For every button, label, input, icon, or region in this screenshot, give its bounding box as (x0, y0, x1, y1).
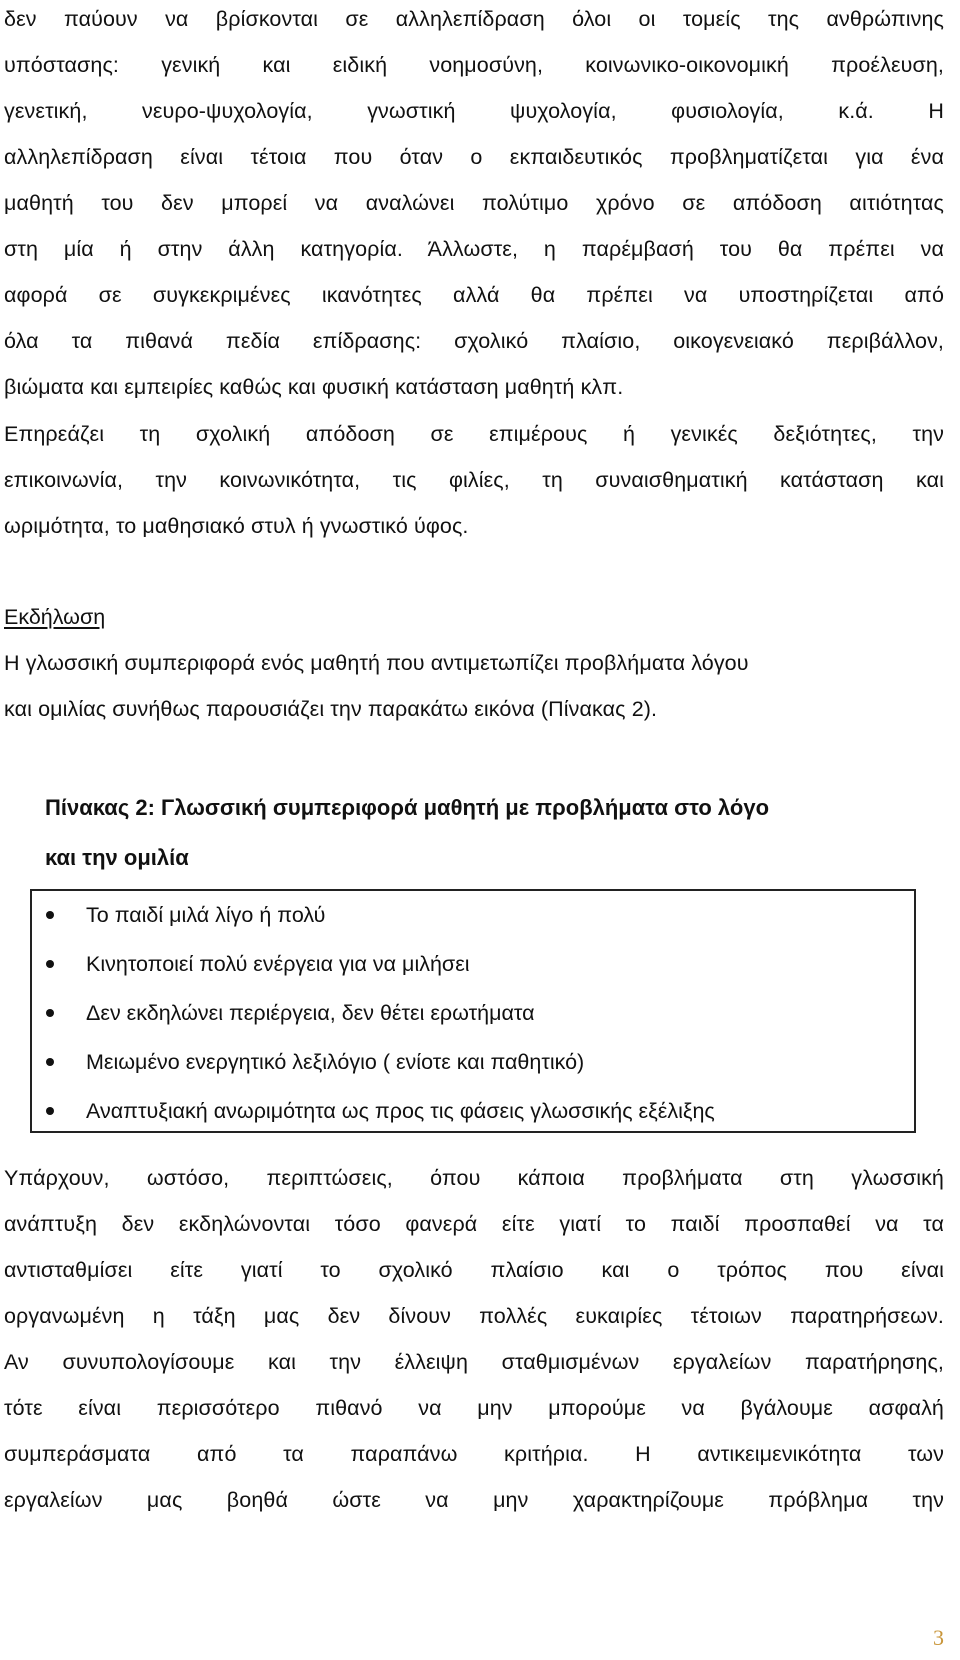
paragraph-behavior (4, 640, 944, 732)
text-line: αντισταθμίσει είτε γιατί το σχολικό πλαίσιο και ο τρόπος που είναι (4, 1258, 944, 1282)
text-line: ωριμότητα, το μαθησιακό στυλ ή γνωστικό ύφος. (4, 514, 469, 538)
table-bullet-list (30, 889, 916, 1133)
text-line: Υπάρχουν, ωστόσο, περιπτώσεις, όπου κάποια προβλήματα στη γλωσσική (4, 1166, 944, 1190)
text-line: γενετική, νευρο-ψυχολογία, γνωστική ψυχολογία, φυσιολογία, κ.ά. Η (4, 99, 944, 123)
paragraph-hidden-cases (4, 1155, 944, 1523)
text-line: ανάπτυξη δεν εκδηλώνονται τόσο φανερά είτε γιατί το παιδί προσπαθεί να τα (4, 1212, 944, 1236)
bullet-icon (46, 911, 54, 919)
list-item-text: Κινητοποιεί πολύ ενέργεια για να μιλήσει (86, 952, 470, 976)
bullet-icon (46, 1107, 54, 1115)
page-number: 3 (933, 1625, 944, 1650)
list-item-text: Το παιδί μιλά λίγο ή πολύ (86, 903, 326, 927)
text-line: δεν παύουν να βρίσκονται σε αλληλεπίδραση όλοι οι τομείς της ανθρώπινης (4, 7, 944, 31)
text-line: Αν συνυπολογίσουμε και την έλλειψη σταθμισμένων εργαλείων παρατήρησης, (4, 1350, 944, 1374)
list-item (32, 940, 914, 989)
list-item (32, 1087, 914, 1136)
bullet-icon (46, 1058, 54, 1066)
text-line: βιώματα και εμπειρίες καθώς και φυσική κατάσταση μαθητή κλπ. (4, 375, 624, 399)
text-line: στη μία ή στην άλλη κατηγορία. Άλλωστε, η παρέμβασή του θα πρέπει να (4, 237, 944, 261)
text-line: και ομιλίας συνήθως παρουσιάζει την παρακάτω εικόνα (Πίνακας 2). (4, 697, 658, 721)
paragraph-effects (4, 411, 944, 549)
text-line: όλα τα πιθανά πεδία επίδρασης: σχολικό πλαίσιο, οικογενειακό περιβάλλον, (4, 329, 944, 353)
bullet-icon (46, 1009, 54, 1017)
text-line: αλληλεπίδραση είναι τέτοια που όταν ο εκπαιδευτικός προβληματίζεται για ένα (4, 145, 944, 169)
text-line: τότε είναι περισσότερο πιθανό να μην μπορούμε να βγάλουμε ασφαλή (4, 1396, 944, 1420)
text-line: Η γλωσσική συμπεριφορά ενός μαθητή που αντιμετωπίζει προβλήματα λόγου (4, 651, 749, 675)
paragraph-intro (4, 0, 944, 410)
text-line: υπόστασης: γενική και ειδική νοημοσύνη, κοινωνικο-οικονομική προέλευση, (4, 53, 944, 77)
text-line: εργαλείων μας βοηθά ώστε να μην χαρακτηρίζουμε πρόβλημα την (4, 1488, 944, 1512)
list-item-text: Δεν εκδηλώνει περιέργεια, δεν θέτει ερωτήματα (86, 1001, 535, 1025)
table-title (45, 783, 925, 883)
section-heading: Εκδήλωση (4, 605, 106, 629)
text-line: συμπεράσματα από τα παραπάνω κριτήρια. Η αντικειμενικότητα των (4, 1442, 944, 1466)
text-line: επικοινωνία, την κοινωνικότητα, τις φιλίες, τη συναισθηματική κατάσταση και (4, 468, 944, 492)
list-item-text: Αναπτυξιακή ανωριμότητα ως προς τις φάσεις γλωσσικής εξέλιξης (86, 1099, 715, 1123)
table-title-line: Πίνακας 2: Γλωσσική συμπεριφορά μαθητή με προβλήματα στο λόγο (45, 795, 770, 820)
table-title-line: και την ομιλία (45, 845, 189, 870)
bullet-icon (46, 960, 54, 968)
list-item (32, 989, 914, 1038)
text-line: οργανωμένη η τάξη μας δεν δίνουν πολλές ευκαιρίες τέτοιων παρατηρήσεων. (4, 1304, 944, 1328)
text-line: αφορά σε συγκεκριμένες ικανότητες αλλά θα πρέπει να υποστηρίζεται από (4, 283, 944, 307)
table-2 (30, 783, 930, 1133)
list-item (32, 891, 914, 940)
list-item-text: Μειωμένο ενεργητικό λεξιλόγιο ( ενίοτε και παθητικό) (86, 1050, 585, 1074)
text-line: μαθητή του δεν μπορεί να αναλώνει πολύτιμο χρόνο σε απόδοση αιτιότητας (4, 191, 944, 215)
text-line: Επηρεάζει τη σχολική απόδοση σε επιμέρους ή γενικές δεξιότητες, την (4, 422, 944, 446)
list-item (32, 1038, 914, 1087)
